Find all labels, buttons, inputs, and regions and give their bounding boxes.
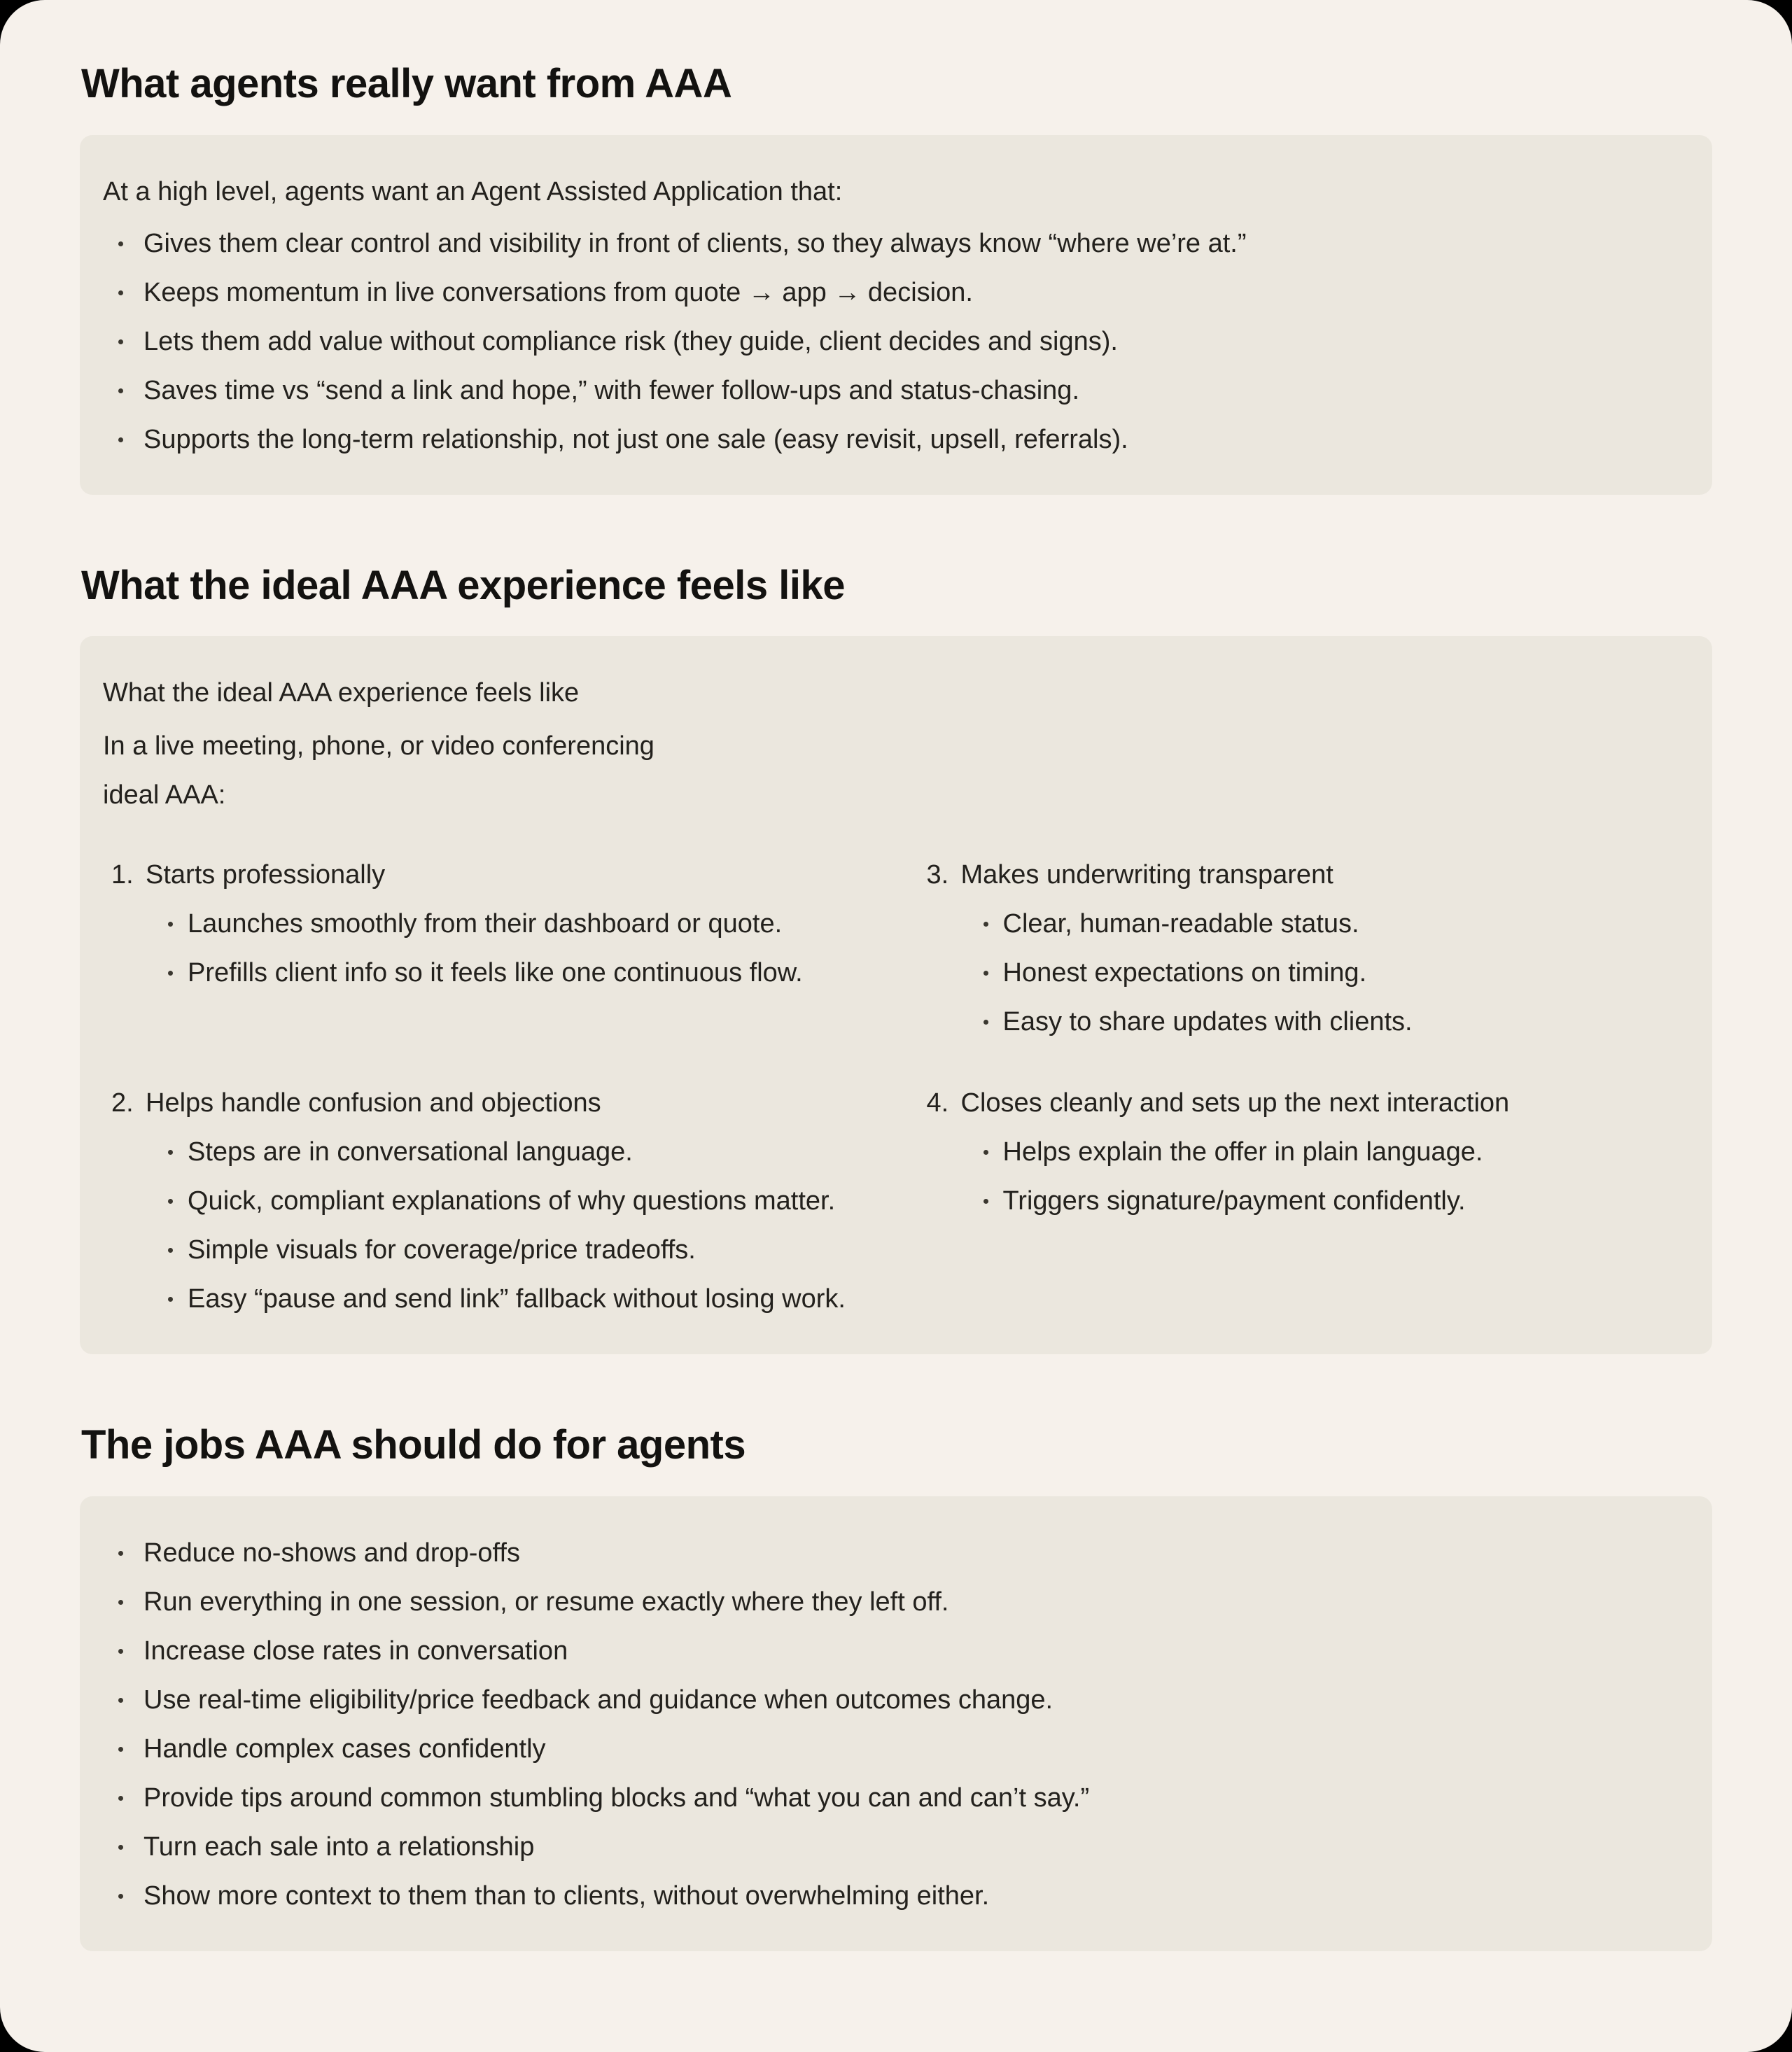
sub-bullet-item: Prefills client info so it feels like one continuous flow. <box>167 948 874 997</box>
sub-bullet-item: Quick, compliant explanations of why questions matter. <box>167 1176 874 1225</box>
item-body <box>146 1078 874 1323</box>
ideal-experience-card <box>80 636 1712 1354</box>
sub-bullet-item: Easy to share updates with clients. <box>982 997 1689 1046</box>
item-title: Closes cleanly and sets up the next interaction <box>960 1088 1510 1118</box>
bullet-item: Run everything in one session, or resume exactly where they left off. <box>103 1577 1688 1626</box>
numbered-grid <box>103 850 1688 1323</box>
sub-bullet-item: Easy “pause and send link” fallback without losing work. <box>167 1274 874 1323</box>
bullet-item: Turn each sale into a relationship <box>103 1822 1688 1871</box>
card-intro-line: In a live meeting, phone, or video conferencing ideal AAA: <box>103 731 654 810</box>
section-heading: What agents really want from AAA <box>81 61 732 106</box>
bullet-list <box>103 219 1688 464</box>
sub-bullet-list <box>961 1127 1689 1225</box>
numbered-item-2 <box>103 1078 874 1323</box>
bullet-item: Lets them add value without compliance risk (they guide, client decides and signs). <box>103 317 1688 366</box>
bullet-item: Provide tips around common stumbling blocks and “what you can and can’t say.” <box>103 1773 1688 1822</box>
bullet-item: Supports the long-term relationship, not just one sale (easy revisit, upsell, referrals). <box>103 415 1688 464</box>
jobs-card <box>80 1496 1712 1951</box>
bullet-item: Keeps momentum in live conversations from quote → app → decision. <box>103 268 1688 317</box>
sub-bullet-list <box>146 899 874 997</box>
bullet-item: Saves time vs “send a link and hope,” with fewer follow-ups and status-chasing. <box>103 366 1688 415</box>
sub-bullet-item: Launches smoothly from their dashboard or quote. <box>167 899 874 948</box>
section-what-agents-want <box>80 59 1712 495</box>
item-title: Helps handle confusion and objections <box>146 1088 601 1118</box>
sub-bullet-item: Helps explain the offer in plain language. <box>982 1127 1689 1176</box>
numbered-item-1 <box>103 850 874 1046</box>
item-number: 1. <box>111 860 134 890</box>
sub-bullet-list <box>146 1127 874 1323</box>
item-number: 3. <box>926 860 949 890</box>
section-jobs-for-agents <box>80 1420 1712 1951</box>
section-heading: The jobs AAA should do for agents <box>81 1422 746 1468</box>
agents-want-card <box>80 135 1712 495</box>
item-number: 4. <box>926 1088 949 1118</box>
item-title: Starts professionally <box>146 860 386 890</box>
item-body <box>961 1078 1689 1225</box>
sub-bullet-item: Simple visuals for coverage/price tradeoffs. <box>167 1225 874 1274</box>
sub-bullet-item: Triggers signature/payment confidently. <box>982 1176 1689 1225</box>
card-intro-line: What the ideal AAA experience feels like <box>103 678 580 708</box>
item-number: 2. <box>111 1088 134 1118</box>
bullet-item: Gives them clear control and visibility in front of clients, so they always know “where we’re at.” <box>103 219 1688 268</box>
numbered-item-3 <box>918 850 1689 1046</box>
item-body <box>961 850 1689 1046</box>
sub-bullet-item: Honest expectations on timing. <box>982 948 1689 997</box>
sub-bullet-list <box>961 899 1689 1046</box>
bullet-item: Handle complex cases confidently <box>103 1724 1688 1773</box>
bullet-list <box>103 1529 1688 1920</box>
card-intro-block <box>103 668 1688 820</box>
bullet-item: Increase close rates in conversation <box>103 1626 1688 1675</box>
card-intro: At a high level, agents want an Agent Assisted Application that: <box>103 176 843 206</box>
sub-bullet-item: Steps are in conversational language. <box>167 1127 874 1176</box>
sub-bullet-item: Clear, human-readable status. <box>982 899 1689 948</box>
numbered-item-4 <box>918 1078 1689 1323</box>
bullet-item: Use real-time eligibility/price feedback and guidance when outcomes change. <box>103 1675 1688 1724</box>
item-body <box>146 850 874 997</box>
item-title: Makes underwriting transparent <box>960 860 1334 890</box>
section-ideal-experience <box>80 561 1712 1355</box>
section-heading: What the ideal AAA experience feels like <box>81 562 845 608</box>
bullet-item: Show more context to them than to clients, without overwhelming either. <box>103 1871 1688 1920</box>
bullet-item: Reduce no-shows and drop-offs <box>103 1529 1688 1577</box>
